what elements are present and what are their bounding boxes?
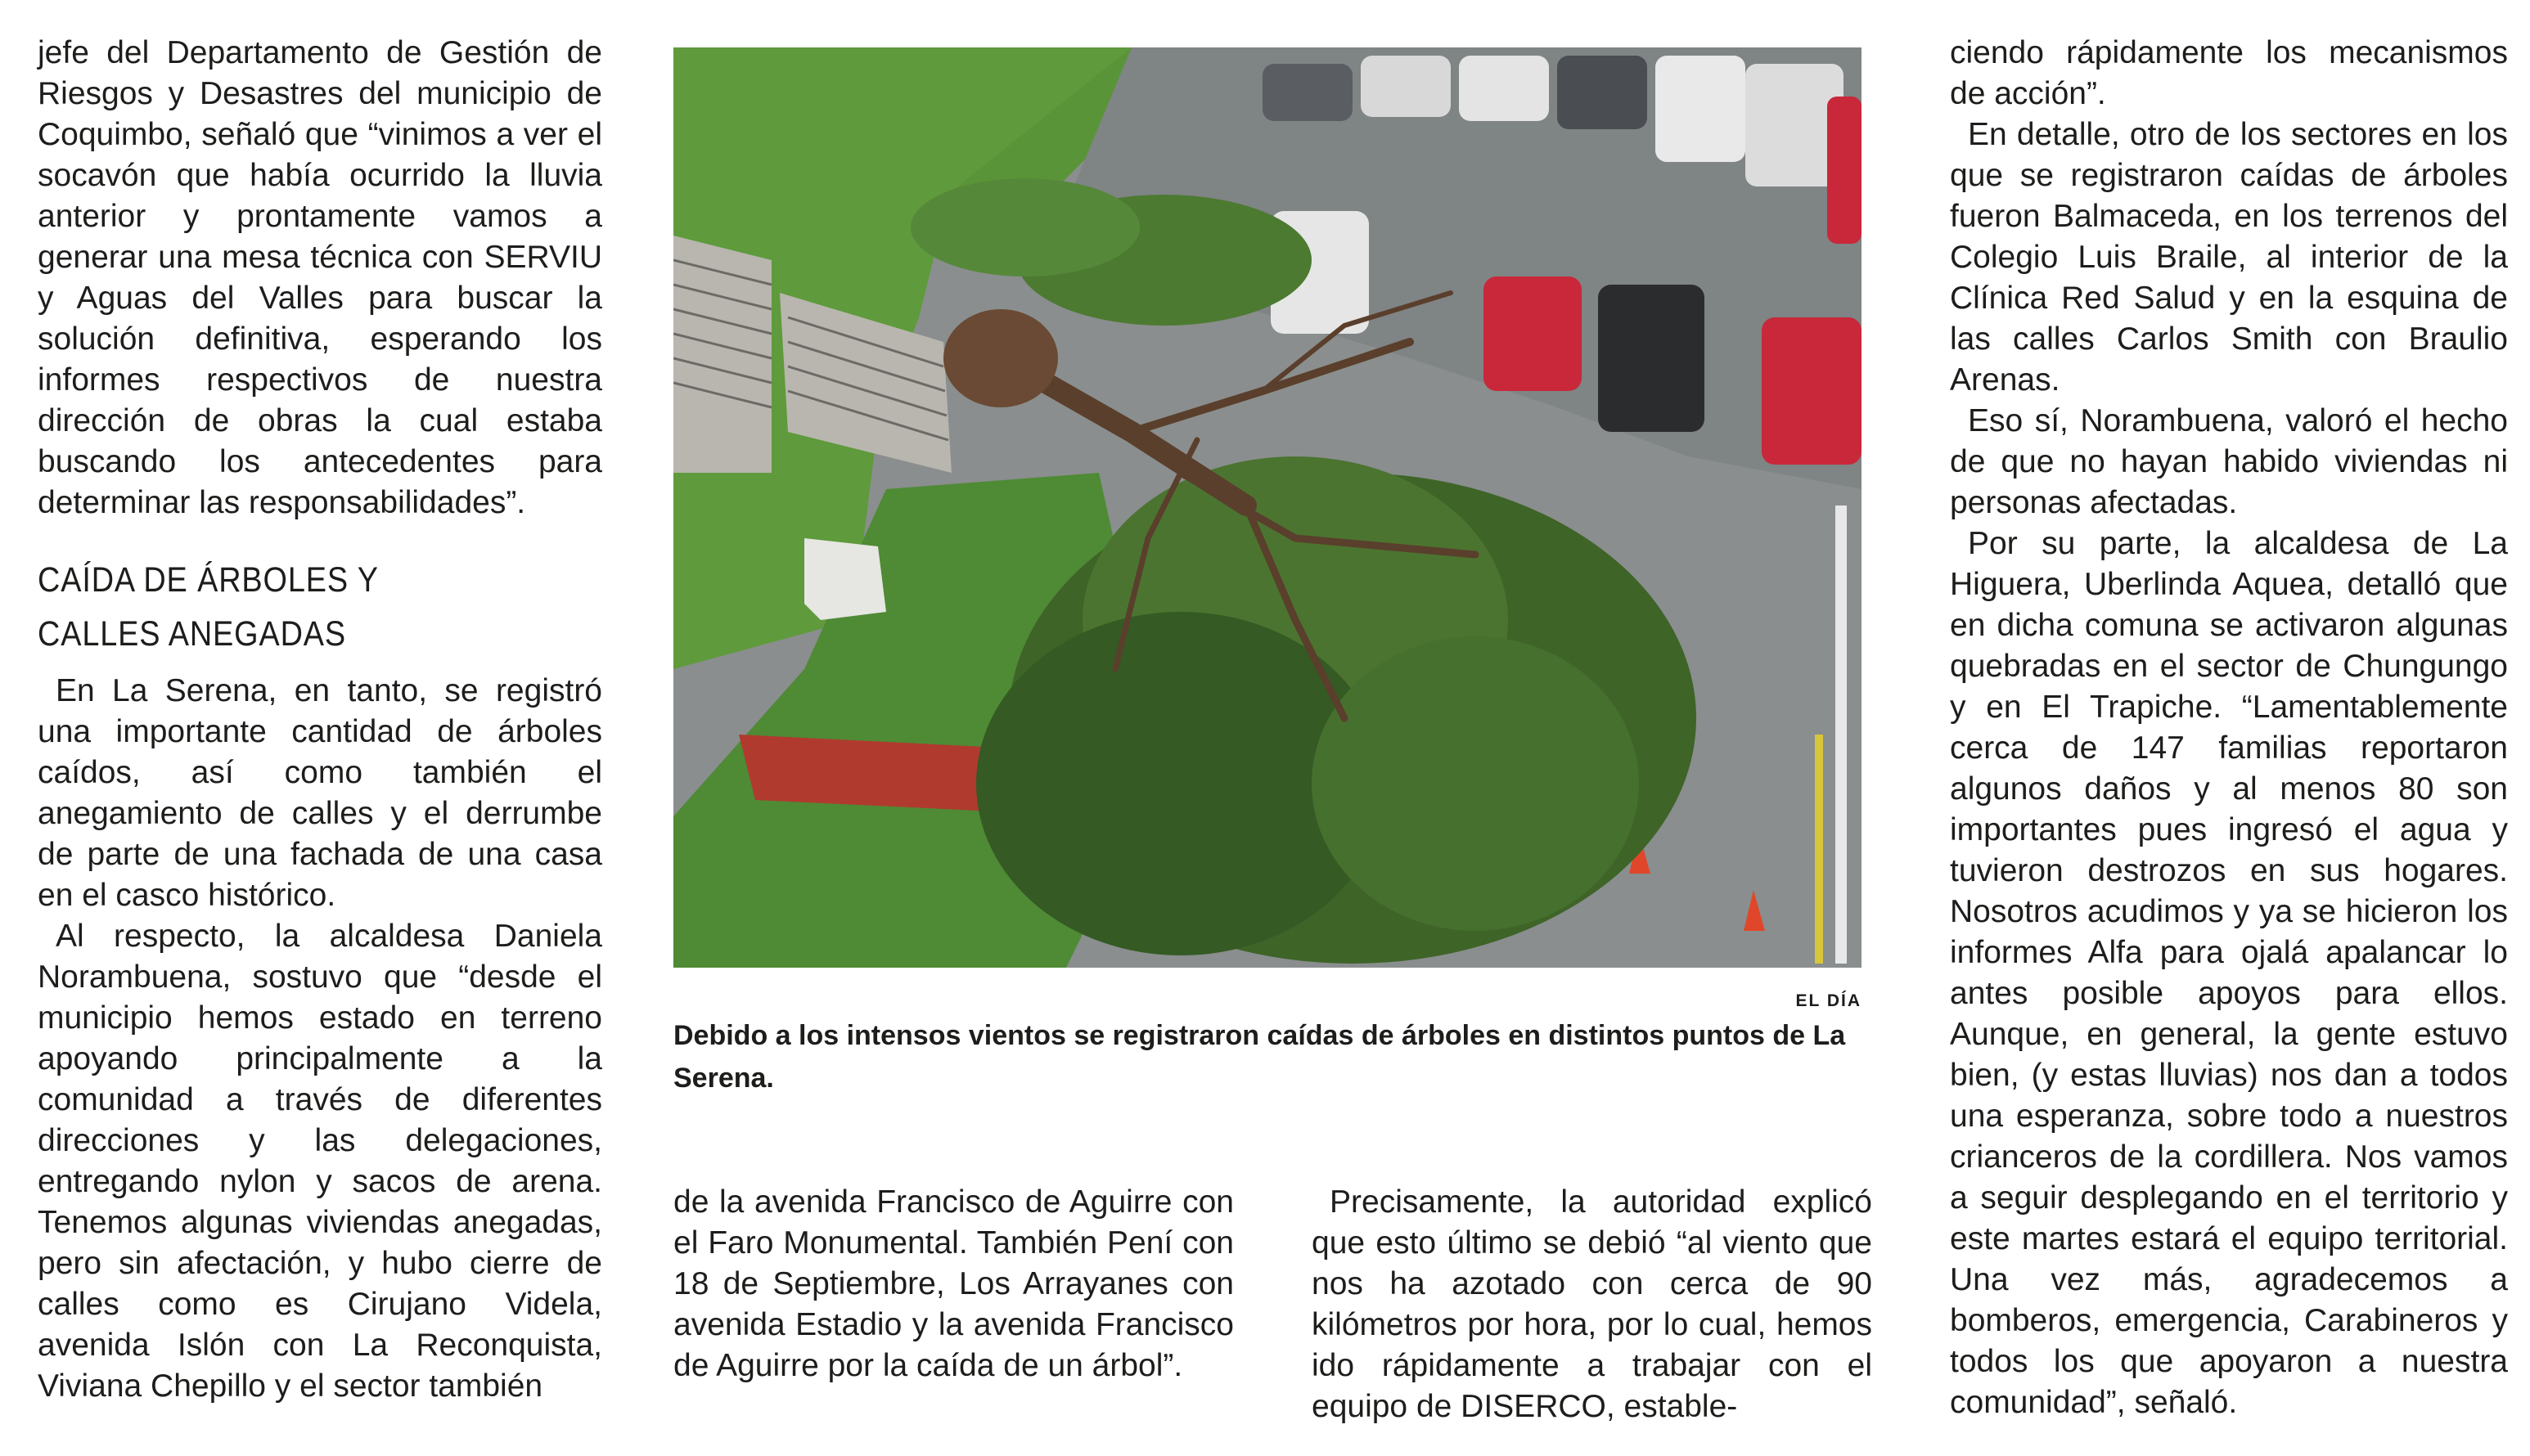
article-column-1 bbox=[38, 33, 602, 1407]
article-column-4 bbox=[1950, 33, 2508, 1423]
article-paragraph: En La Serena, en tanto, se registró una importante cantidad de árboles caídos, así como también el anegamiento de calles y el derrumbe de parte de una fachada de una casa en el casco histórico. bbox=[38, 673, 602, 913]
article-column-2 bbox=[673, 1182, 1234, 1386]
subheading-line-1: CAÍDA DE ÁRBOLES Y bbox=[38, 560, 379, 600]
article-paragraph: ciendo rápidamente los mecanismos de acción”. bbox=[1950, 35, 2508, 111]
article-paragraph: jefe del Departamento de Gestión de Riesgos y Desastres del municipio de Coquimbo, señaló que “vinimos a ver el socavón que había ocurrido la lluvia anterior y prontamente vamos a generar una mesa técnica con SERVIU y Aguas del Valles para buscar la solución definitiva, esperando los informes respectivos de nuestra dirección de obras la cual estaba buscando los antecedentes para determinar las responsabilidades”. bbox=[38, 35, 602, 520]
photo-credit: EL DÍA bbox=[1795, 991, 1861, 1010]
article-paragraph: En detalle, otro de los sectores en los que se registraron caídas de árboles fueron Balmaceda, en los terrenos del Colegio Luis Braile, al interior de la Clínica Red Salud y en la esquina de las calles Carlos Smith con Braulio Arenas. bbox=[1950, 117, 2508, 398]
news-photo-fallen-tree bbox=[673, 47, 1861, 968]
article-paragraph: Por su parte, la alcaldesa de La Higuera, Uberlinda Aquea, detalló que en dicha comuna se activaron algunas quebradas en el sector de Chungungo y en El Trapiche. “Lamentablemente cerca de 147 familias reportaron algunos daños y al menos 80 son importantes pues ingresó el agua y tuvieron destrozos en sus hogares. Nosotros acudimos y ya se hicieron los informes Alfa para ojalá apalancar lo antes posible apoyos para ellos. Aunque, en general, la gente estuvo bien, (y estas lluvias) nos dan a todos una esperanza, sobre todo a nuestros crianceros de la cordillera. Nos vamos a seguir desplegando en el territorio y este martes estará el equipo territorial. Una vez más, agradecemos a bomberos, emergencia, Carabineros y todos los que apoyaron a nuestra comunidad”, señaló. bbox=[1950, 526, 2508, 1420]
article-paragraph: Eso sí, Norambuena, valoró el hecho de que no hayan habido viviendas ni personas afectadas. bbox=[1950, 403, 2508, 520]
article-column-3 bbox=[1312, 1182, 1872, 1427]
section-subheading bbox=[38, 553, 534, 661]
photo-caption: Debido a los intensos vientos se registraron caídas de árboles en distintos puntos de La Serena. bbox=[673, 1020, 1846, 1094]
article-paragraph: de la avenida Francisco de Aguirre con el Faro Monumental. También Pení con 18 de Septiembre, Los Arrayanes con avenida Estadio y la avenida Francisco de Aguirre por la caída de un árbol”. bbox=[673, 1184, 1234, 1383]
subheading-line-2: CALLES ANEGADAS bbox=[38, 614, 347, 654]
article-paragraph: Precisamente, la autoridad explicó que esto último se debió “al viento que nos ha azotado con cerca de 90 kilómetros por hora, por lo cual, hemos ido rápidamente a trabajar con el equipo de DISERCO, estable- bbox=[1312, 1184, 1872, 1424]
article-paragraph: Al respecto, la alcaldesa Daniela Norambuena, sostuvo que “desde el municipio hemos estado en terreno apoyando principalmente a la comunidad a través de diferentes direcciones y las delegaciones, entregando nylon y sacos de arena. Tenemos algunas viviendas anegadas, pero sin afectación, y hubo cierre de calles como es Cirujano Videla, avenida Islón con La Reconquista, Viviana Chepillo y el sector también bbox=[38, 919, 602, 1404]
